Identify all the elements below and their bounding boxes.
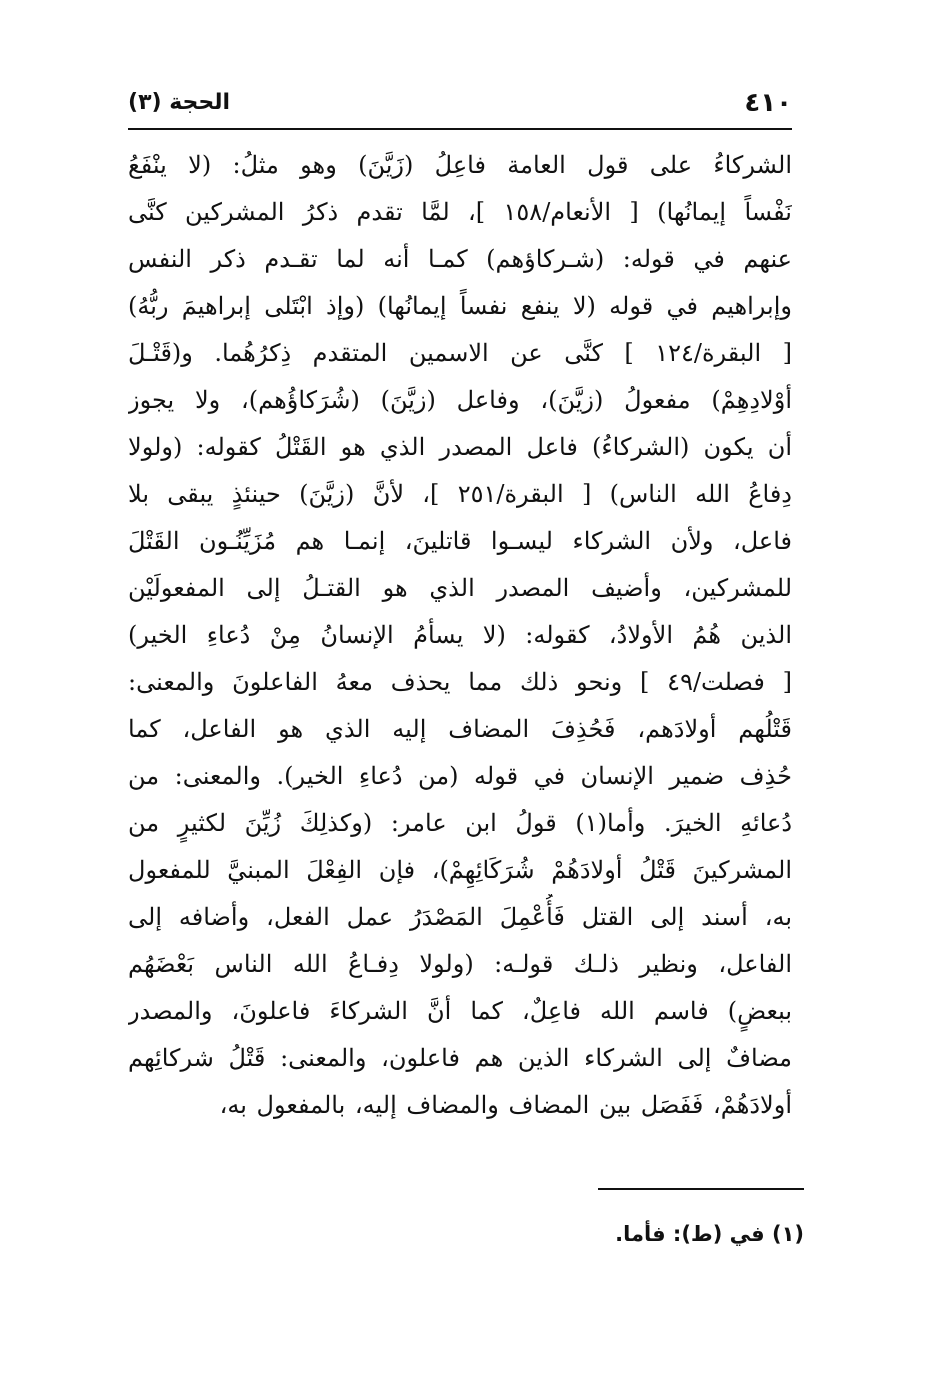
- text-line: ببعضٍ) فاسم الله فاعِلٌ، كما أنَّ الشركاءَ فاعلونَ، والمصدر: [128, 997, 792, 1025]
- text-line: أولادَهُمْ، فَفَصَل بين المضاف والمضاف إليه، بالمفعول به،: [219, 1091, 792, 1119]
- text-line: أوْلادِهِمْ) مفعولُ (زيَّنَ)، وفاعل (زيَّنَ) (شُرَكاؤُهم)، ولا يجوز: [128, 386, 792, 414]
- text-line: عنهم في قوله: (شـركاؤهم) كمـا أنه لما تقـدم ذكر النفس: [128, 245, 792, 273]
- text-line: [ فصلت/٤٩ ] ونحو ذلك مما يحذف معهُ الفاعلونَ والمعنى:: [128, 668, 792, 696]
- text-line: به، أسند إلى القتل فَأُعْمِلَ المَصْدَرُ عمل الفعل، وأضافه إلى: [128, 903, 792, 931]
- footnote: (١) في (ط): فأما.: [615, 1222, 804, 1246]
- text-line: وإبراهيم في قوله (لا ينفع نفساً إيمانُها) (وإذ ابْتَلى إبراهيمَ ربُّهُ): [128, 292, 792, 320]
- text-line: للمشركين، وأضيف المصدر الذي هو القتـلُ إلى المفعولَيْن: [128, 574, 792, 602]
- text-line: حُذِف ضمير الإنسان في قوله (من دُعاءِ الخير). والمعنى: من: [128, 762, 792, 790]
- text-line: الفاعل، ونظير ذلـك قولـه: (ولولا دِفـاعُ الله الناس بَعْضَهُم: [128, 950, 792, 978]
- text-line: مضافٌ إلى الشركاء الذين هم فاعلون، والمعنى: قَتْلُ شركائِهم: [128, 1044, 792, 1072]
- text-line: المشركينَ قَتْلُ أولادَهُمْ شُرَكَائِهِمْ)، فإن الفِعْلَ المبنيَّ للمفعول: [128, 856, 792, 884]
- text-line: الذين هُمُ الأولادُ، كقوله: (لا يسأمُ الإنسانُ مِنْ دُعاءِ الخير): [128, 621, 792, 649]
- text-line: دُعائهِ الخيرَ. وأما(١) قولُ ابن عامر: (وكذلِكَ زُيِّنَ لكثيرٍ من: [128, 809, 792, 837]
- text-line: نَفْساً إيمانُها) [ الأنعام/١٥٨ ]، لمَّا تقدم ذكرُ المشركين كنَّى: [128, 198, 792, 226]
- page-number: ٤١٠: [744, 88, 792, 118]
- header-divider: [128, 128, 792, 130]
- text-line: دِفاعُ الله الناس) [ البقرة/٢٥١ ]، لأنَّ (زيَّنَ) حينئذٍ يبقى بلا: [128, 480, 792, 508]
- text-line: الشركاءُ على قول العامة فاعِلُ (زَيَّنَ) وهو مثلُ: (لا ينْفَعُ: [128, 151, 792, 179]
- footnote-divider: [598, 1188, 804, 1190]
- text-line: [ البقرة/١٢٤ ] كنَّى عن الاسمين المتقدم ذِكرُهُما. و(قَتْـلَ: [128, 339, 792, 367]
- main-text: [128, 142, 792, 1129]
- text-line: أن يكون (الشركاءُ) فاعل المصدر الذي هو القَتْلُ كقوله: (ولولا: [128, 433, 792, 461]
- text-line: قَتْلُهم أولادَهم، فَحُذِفَ المضاف إليه الذي هو الفاعل، كما: [128, 715, 792, 743]
- running-title: الحجة (٣): [128, 90, 231, 115]
- text-line: فاعل، ولأن الشركاء ليسـوا قاتلينَ، إنمـا هم مُزَيِّنُـون القَتْلَ: [128, 527, 792, 555]
- page-header: [128, 86, 792, 122]
